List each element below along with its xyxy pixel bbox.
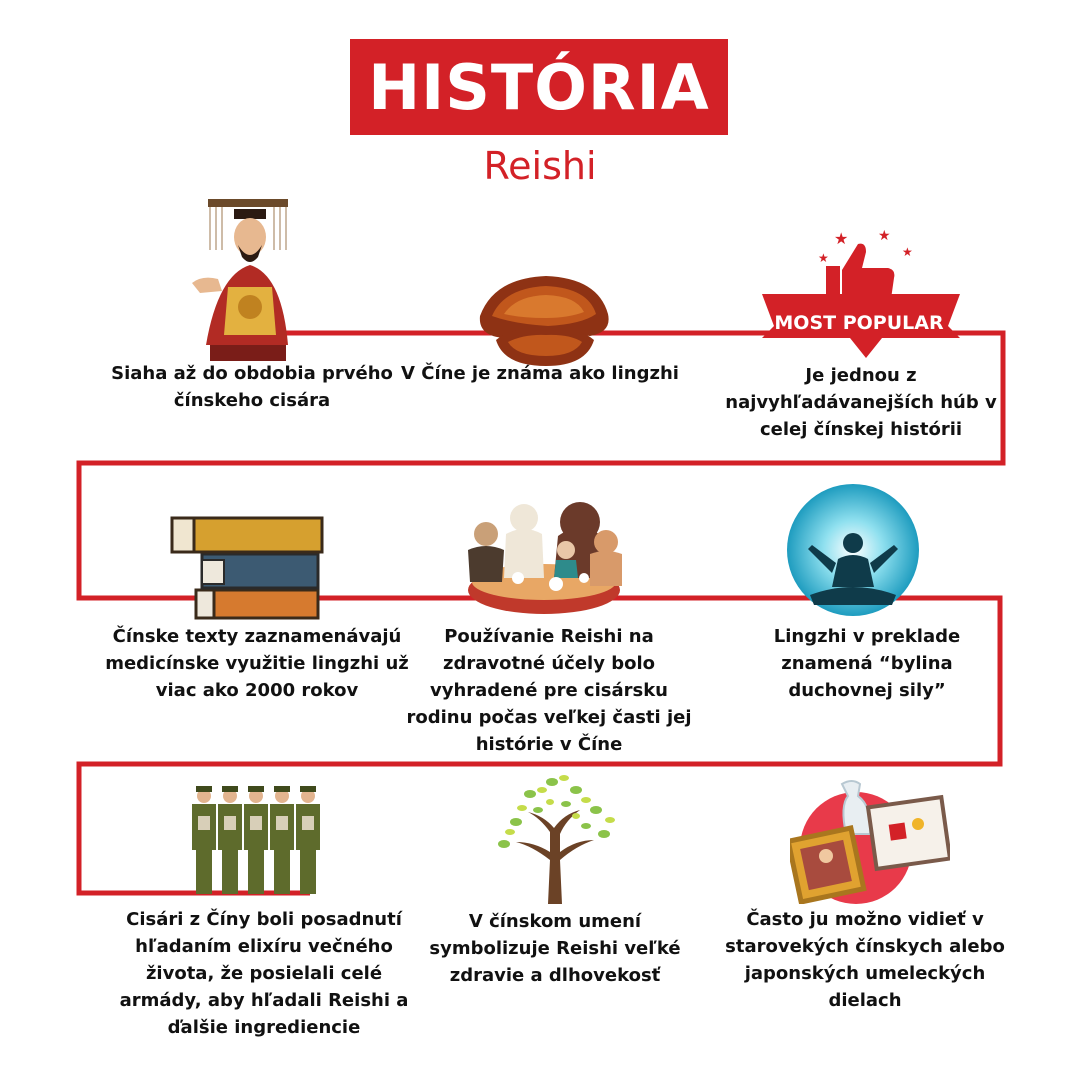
family-dining-icon — [456, 494, 632, 618]
timeline-item-7: Cisári z Číny boli posadnutí hľadaním elixíru večného života, že posielali celé armády, aby hľadali Reishi a ďalšie ingrediencie — [119, 909, 409, 1038]
svg-text:★: ★ — [878, 228, 891, 244]
tree-icon — [486, 764, 624, 908]
most-popular-thumbs-up-icon — [762, 226, 960, 366]
emperor-icon — [188, 195, 293, 365]
timeline-item-6: Lingzhi v preklade znamená “bylina duchovnej sily” — [773, 626, 961, 701]
svg-text:★: ★ — [834, 229, 849, 248]
reishi-mushroom-icon — [474, 270, 614, 370]
books-stack-icon — [168, 512, 326, 622]
timeline-item-5: Používanie Reishi na zdravotné účely bolo vyhradené pre cisársku rodinu počas veľkej časti jej histórie v Číne — [406, 626, 692, 755]
timeline-item-9: Často ju možno vidieť v starovekých čínskych alebo japonských umeleckých dielach — [725, 909, 1005, 1011]
meditation-icon — [786, 483, 920, 617]
svg-text:★: ★ — [902, 245, 913, 259]
timeline-item-3: Je jednou z najvyhľadávanejších húb v celej čínskej histórii — [725, 365, 997, 440]
timeline-item-8: V čínskom umení symbolizuje Reishi veľké zdravie a dlhovekosť — [429, 911, 681, 986]
page-subtitle: Reishi — [483, 144, 597, 188]
soldiers-icon — [188, 782, 328, 898]
timeline-item-4: Čínske texty zaznamenávajú medicínske využitie lingzhi už viac ako 2000 rokov — [105, 626, 409, 701]
most-popular-badge-label: MOST POPULAR — [774, 312, 944, 334]
page-title: HISTÓRIA — [368, 50, 710, 124]
svg-text:★: ★ — [818, 251, 829, 265]
timeline-item-1: Siaha až do obdobia prvého čínskeho cisára — [111, 363, 393, 411]
timeline-item-2: V Číne je známa ako lingzhi — [401, 363, 679, 384]
title-banner — [350, 39, 728, 135]
art-paintings-icon — [790, 776, 950, 904]
